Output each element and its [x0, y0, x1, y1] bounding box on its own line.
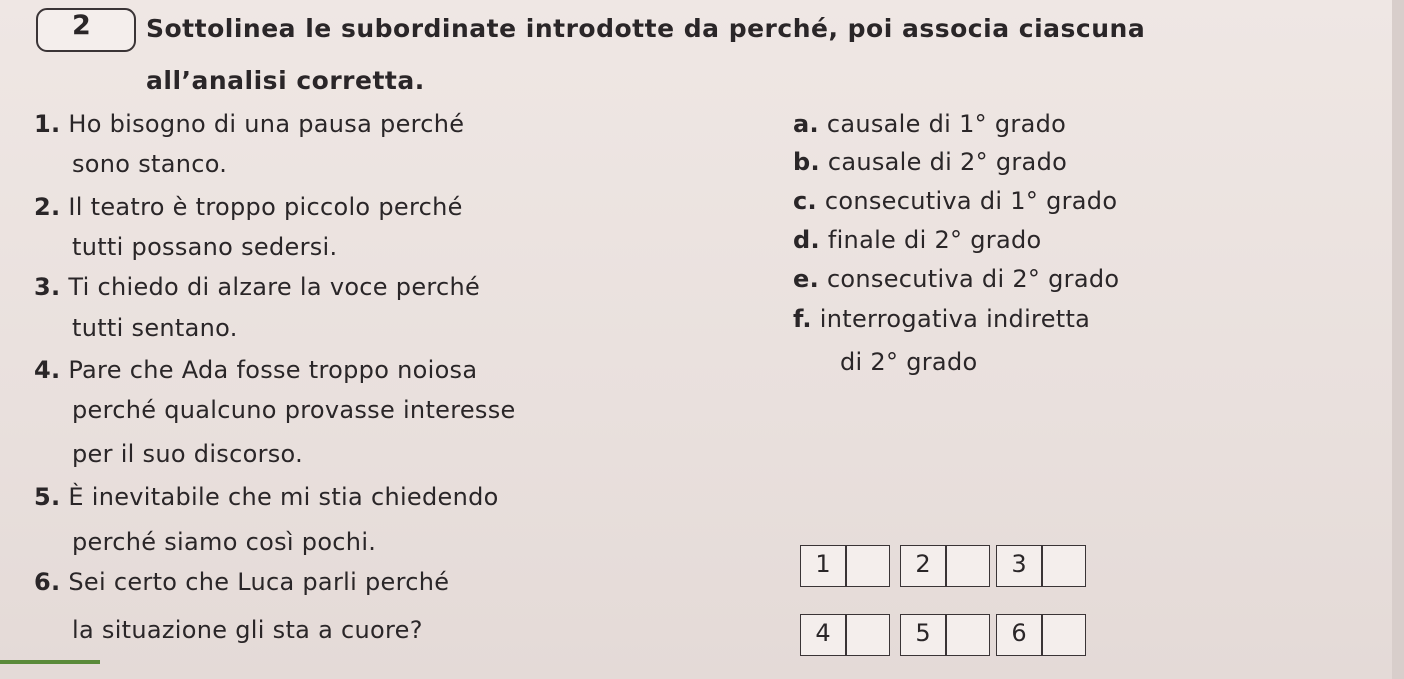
answer-box-divider — [1041, 615, 1043, 655]
option-a — [793, 110, 1066, 138]
instruction-line-1: Sottolinea le subordinate introdotte da perché, poi associa ciascuna — [146, 14, 1146, 43]
answer-box-divider — [845, 615, 847, 655]
sentence-2 — [34, 193, 463, 221]
decorative-strip — [0, 660, 100, 664]
answer-box-5[interactable] — [900, 614, 990, 656]
answer-box-label: 6 — [1011, 619, 1027, 647]
sentence-text: Ti chiedo di alzare la voce perché — [68, 273, 481, 301]
answer-box-label: 1 — [815, 550, 831, 578]
sentence-4 — [34, 356, 477, 384]
instruction-line-2: all’analisi corretta. — [146, 66, 425, 95]
sentence-number: 4. — [34, 356, 61, 384]
sentence-number: 1. — [34, 110, 61, 138]
option-text: interrogativa indiretta — [819, 305, 1091, 333]
option-f — [793, 305, 1090, 333]
option-letter: e. — [793, 265, 819, 293]
sentence-number: 2. — [34, 193, 61, 221]
sentence-text: Ho bisogno di una pausa perché — [68, 110, 465, 138]
answer-box-1[interactable] — [800, 545, 890, 587]
sentence-3-continued: tutti sentano. — [72, 314, 238, 342]
option-e — [793, 265, 1119, 293]
sentence-1-continued: sono stanco. — [72, 150, 228, 178]
sentence-6-continued: la situazione gli sta a cuore? — [72, 616, 423, 644]
answer-box-divider — [945, 546, 947, 586]
option-c — [793, 187, 1117, 215]
answer-box-divider — [845, 546, 847, 586]
option-text: causale di 1° grado — [826, 110, 1067, 138]
exercise-number-box — [36, 8, 136, 52]
sentence-number: 5. — [34, 483, 61, 511]
answer-box-3[interactable] — [996, 545, 1086, 587]
option-d — [793, 226, 1042, 254]
answer-box-label: 3 — [1011, 550, 1027, 578]
answer-box-label: 4 — [815, 619, 831, 647]
option-letter: d. — [793, 226, 820, 254]
answer-box-label: 5 — [915, 619, 931, 647]
option-f-continued: di 2° grado — [840, 348, 978, 376]
answer-box-2[interactable] — [900, 545, 990, 587]
exercise-number: 2 — [72, 10, 91, 41]
sentence-text: Il teatro è troppo piccolo perché — [68, 193, 463, 221]
sentence-5 — [34, 483, 499, 511]
sentence-2-continued: tutti possano sedersi. — [72, 233, 338, 261]
answer-box-4[interactable] — [800, 614, 890, 656]
answer-box-divider — [1041, 546, 1043, 586]
option-text: consecutiva di 1° grado — [824, 187, 1118, 215]
option-text: finale di 2° grado — [827, 226, 1042, 254]
answer-box-divider — [945, 615, 947, 655]
sentence-3 — [34, 273, 480, 301]
sentence-text: Pare che Ada fosse troppo noiosa — [68, 356, 478, 384]
answer-box-label: 2 — [915, 550, 931, 578]
sentence-text: Sei certo che Luca parli perché — [68, 568, 450, 596]
sentence-1 — [34, 110, 464, 138]
page-edge — [1392, 0, 1404, 679]
option-letter: b. — [793, 148, 820, 176]
option-text: consecutiva di 2° grado — [826, 265, 1120, 293]
sentence-4-continued-2: per il suo discorso. — [72, 440, 304, 468]
option-text: causale di 2° grado — [827, 148, 1068, 176]
sentence-4-continued: perché qualcuno provasse interesse — [72, 396, 516, 424]
sentence-number: 6. — [34, 568, 61, 596]
option-letter: c. — [793, 187, 817, 215]
sentence-5-continued: perché siamo così pochi. — [72, 528, 377, 556]
option-letter: f. — [793, 305, 812, 333]
answer-box-6[interactable] — [996, 614, 1086, 656]
sentence-6 — [34, 568, 449, 596]
option-letter: a. — [793, 110, 819, 138]
sentence-number: 3. — [34, 273, 61, 301]
sentence-text: È inevitabile che mi stia chiedendo — [68, 483, 499, 511]
option-b — [793, 148, 1067, 176]
